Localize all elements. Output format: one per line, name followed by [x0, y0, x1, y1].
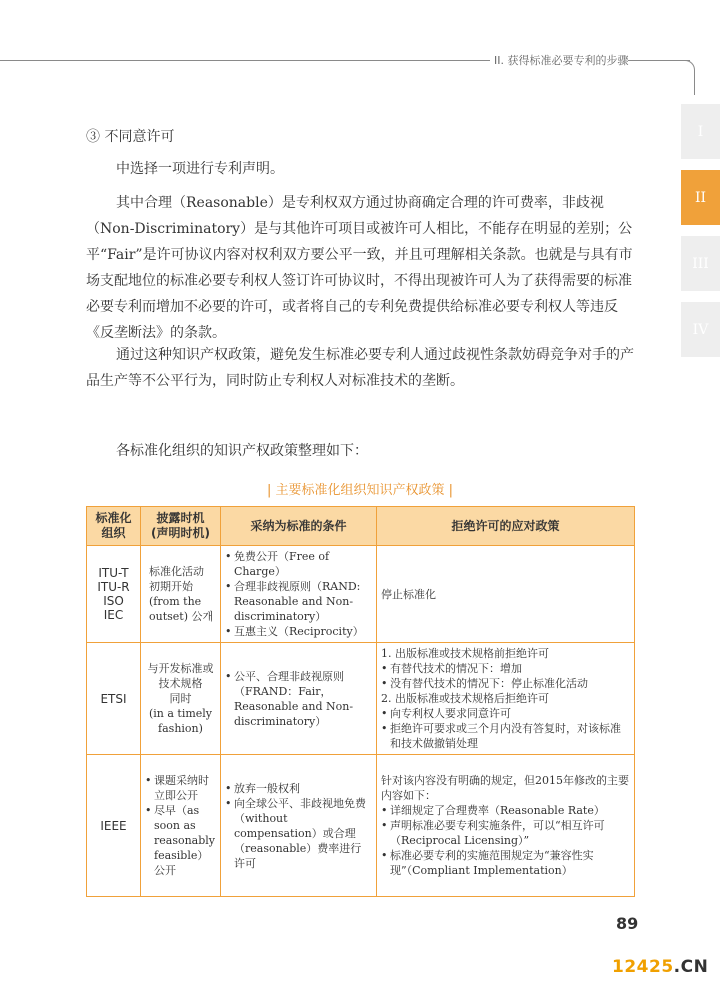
table-title: | 主要标准化组织知识产权政策 |: [266, 483, 454, 498]
header-org-line: 组织: [101, 526, 126, 540]
conditions-list: [225, 669, 372, 729]
timing-list: [145, 773, 216, 878]
org-cell: [87, 643, 141, 755]
side-tab-4[interactable]: IV: [681, 302, 720, 357]
list-item: • 拒绝许可要求或三个月内没有答复时，对该标准和技术做撤销处理: [381, 721, 630, 751]
timing-line: (from the: [149, 595, 202, 608]
timing-line: fashion): [158, 722, 203, 735]
list-item: • 合理非歧视原则（RAND: Reasonable and Non-discriminatory）: [225, 579, 372, 624]
timing-line: 标准化活动: [149, 565, 204, 578]
list-item: • 免费公开（Free of Charge）: [225, 549, 372, 579]
org-name: ITU-R: [97, 580, 130, 594]
side-tab-2[interactable]: II: [681, 170, 720, 225]
org-name: ITU-T: [98, 566, 129, 580]
conditions-cell: [221, 755, 377, 897]
conditions-cell: [221, 643, 377, 755]
timing-line: 同时: [169, 692, 192, 705]
timing-line: 与开发标准或: [147, 662, 214, 675]
refusal-text: 针对该内容没有明确的规定，但2015年修改的主要内容如下：: [381, 774, 629, 802]
header-timing-line: 披露时机: [156, 511, 205, 525]
refusal-cell: [377, 643, 635, 755]
list-item: • 课题采纳时立即公开: [145, 773, 216, 803]
refusal-cell: [377, 546, 635, 643]
org-name: IEC: [103, 608, 124, 622]
ipr-policy-table: [86, 506, 635, 897]
timing-cell: [141, 755, 221, 897]
list-item: • 向全球公平、非歧视地免费（without compensation）或合理（reasonable）费率进行许可: [225, 796, 372, 871]
list-item: • 标准必要专利的实施范围规定为“兼容性实现”（Compliant Implementation）: [381, 848, 630, 878]
paragraph-1: 中选择一项进行专利声明。: [116, 161, 284, 177]
org-cell: [87, 546, 141, 643]
header-conditions: 采纳为标准的条件: [221, 507, 377, 546]
paragraph-3: 通过这种知识产权政策，避免发生标准必要专利人通过歧视性条款妨碍竞争对手的产品生产等不公平行为，同时防止专利权人对标准技术的垄断。: [86, 347, 634, 389]
list-item: • 有替代技术的情况下：增加: [381, 661, 630, 676]
list-item: • 没有替代技术的情况下：停止标准化活动: [381, 676, 630, 691]
list-item: • 向专利权人要求同意许可: [381, 706, 630, 721]
header-timing: [141, 507, 221, 546]
watermark-suffix: .CN: [673, 957, 709, 977]
list-item: • 声明标准必要专利实施条件，可以“相互许可（Reciprocal Licensing）”: [381, 818, 630, 848]
timing-line: 技术规格: [158, 677, 203, 690]
refusal-text: 2. 出版标准或技术规格后拒绝许可: [381, 692, 549, 705]
org-name: IEEE: [100, 818, 127, 833]
timing-cell: [141, 546, 221, 643]
refusal-list: [381, 661, 630, 691]
conditions-list: [225, 549, 372, 639]
side-tab-1[interactable]: I: [681, 104, 720, 159]
section-heading: ③ 不同意许可: [86, 129, 175, 145]
chapter-header: II. 获得标准必要专利的步骤: [494, 54, 629, 67]
header-org: [87, 507, 141, 546]
list-item: • 尽早（as soon as reasonably feasible）公开: [145, 803, 216, 878]
header-rule-curve: [680, 60, 695, 95]
table-header-row: [87, 507, 635, 546]
header-timing-line: (声明时机): [151, 526, 210, 540]
table-intro: 各标准化组织的知识产权政策整理如下：: [116, 443, 368, 459]
conditions-list: [225, 781, 372, 871]
list-item: • 互惠主义（Reciprocity）: [225, 624, 372, 639]
refusal-list: [381, 706, 630, 751]
watermark-main: 12425: [612, 957, 674, 977]
list-item: • 公平、合理非歧视原则（FRAND：Fair，Reasonable and Non-discriminatory）: [225, 669, 372, 729]
timing-line: 初期开始: [149, 580, 193, 593]
timing-cell: [141, 643, 221, 755]
table-row: [87, 643, 635, 755]
header-refusal: 拒绝许可的应对政策: [377, 507, 635, 546]
conditions-cell: [221, 546, 377, 643]
paragraph-2: 其中合理（Reasonable）是专利权双方通过协商确定合理的许可费率，非歧视（Non-Discriminatory）是与其他许可项目或被许可人相比，不能存在明显的差别；公平“Fair”是许可协议内容对权利双方要公平一致，并且可理解相关条款。也就是与具有市场支配地位的标准必要专利权人签订许可协议时，不得出现被许可人为了获得需要的标准必要专利而增加不必要的许可，或者将自己的专利免费提供给标准必要专利权人等违反《反垄断法》的条款。: [86, 195, 633, 341]
page-number: 89: [616, 914, 639, 933]
site-watermark-logo: [612, 957, 708, 977]
table-row: [87, 755, 635, 897]
header-org-line: 标准化: [95, 511, 132, 525]
refusal-text: 停止标准化: [381, 587, 436, 601]
side-tab-3[interactable]: III: [681, 236, 720, 291]
refusal-cell: [377, 755, 635, 897]
refusal-text: 1. 出版标准或技术规格前拒绝许可: [381, 647, 549, 660]
list-item: • 详细规定了合理费率（Reasonable Rate）: [381, 803, 630, 818]
org-cell: [87, 755, 141, 897]
timing-line: outset) 公개: [149, 610, 214, 623]
org-name: ETSI: [100, 691, 127, 706]
table-row: [87, 546, 635, 643]
refusal-list: [381, 803, 630, 878]
timing-line: (in a timely: [148, 707, 213, 720]
list-item: • 放弃一般权利: [225, 781, 372, 796]
org-name: ISO: [103, 594, 124, 608]
header-rule: [0, 60, 490, 61]
